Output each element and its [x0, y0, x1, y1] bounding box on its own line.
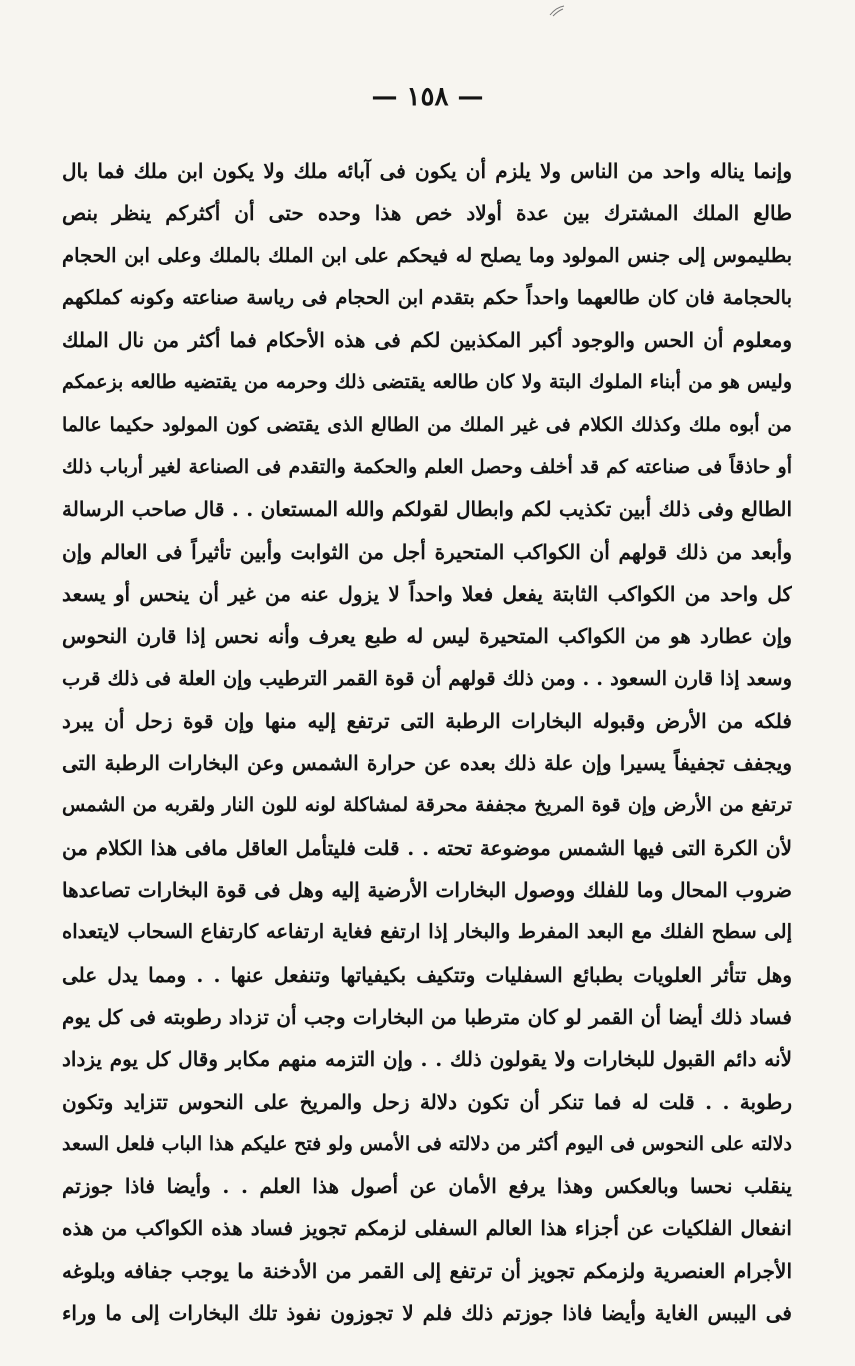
text-line: فى اليبس الغاية وأيضا فاذا جوزتم ذلك فلم لا تجوزون نفوذ تلك البخارات إلى ما وراء — [62, 1301, 792, 1326]
page-number: — ١٥٨ — — [371, 82, 484, 112]
text-line: لأن الكرة التى فيها الشمس موضوعة تحته . . قلت فليتأمل العاقل مافى هذا الكلام من — [62, 835, 792, 860]
text-line: إلى سطح الفلك مع البعد المفرط والبخار إذا ارتفع فغاية ارتفاعه كارتفاع السحاب لايتعداه — [62, 920, 792, 944]
text-line: وإن عطارد هو من الكواكب المتحيرة ليس له طبع يعرف وأنه نحس إذا قارن النحوس — [62, 624, 792, 649]
text-line: وأبعد من ذلك قولهم أن الكواكب المتحيرة أجل من الثوابت وأبين تأثيراً فى العالم وإن — [62, 539, 792, 564]
text-line: فلكه من الأرض وقبوله البخارات الرطبة التى ترتفع إليه منها وإن قوة زحل أن يبرد — [62, 708, 792, 733]
text-line: رطوبة . . قلت له فما تنكر أن تكون دلالة زحل والمريخ على النحوس تتزايد وتكون — [62, 1089, 792, 1114]
text-line: أو حاذقاً فى صناعته كم قد أخلف وحصل العلم والحكمة والتقدم فى الصناعة لغير أرباب ذلك — [62, 456, 792, 479]
text-line: ويجفف تجفيفاً يسيرا وإن علة ذلك بعده عن حرارة الشمس وعن البخارات الرطبة التى — [62, 751, 792, 776]
text-line: فساد ذلك أيضا أن القمر لو كان مترطبا من البخارات وجب أن تزداد رطوبته فى كل يوم — [62, 1004, 792, 1029]
text-line: انفعال الفلكيات عن أجزاء هذا العالم السفلى لزمكم تجويز فساد هذه الكواكب من هذه — [62, 1216, 792, 1241]
text-line: لأنه دائم القبول للبخارات ولا يقولون ذلك . . وإن التزمه منهم مكابر وقال كل يوم يزداد — [62, 1047, 792, 1072]
scribble-mark — [548, 4, 566, 18]
text-line: وهل تتأثر العلويات بطبائع السفليات وتتكيف بكيفياتها وتنفعل عنها . . ومما يدل على — [62, 962, 792, 987]
text-line: وليس هو من أبناء الملوك البتة ولا كان طالعه يقتضى ذلك وحرمه من يقتضيه طالعه بزعمكم — [62, 371, 792, 394]
text-line: بطليموس إلى جنس المولود وما يصلح له فيحكم على ابن الملك بالملك وعلى ابن الحجام — [62, 243, 792, 267]
text-line: من أبوه ملك وكذلك الكلام فى غير الملك من الطالع الذى يقتضى كون المولود حكيما عالما — [62, 413, 792, 436]
text-line: ترتفع من الأرض وإن قوة المريخ مجففة محرقة لمشاكلة لونه للون النار ولقربه من الشمس — [62, 794, 792, 817]
text-line: ينقلب نحسا وبالعكس وهذا يرفع الأمان عن أصول هذا العلم . . وأيضا فاذا جوزتم — [62, 1174, 792, 1199]
text-line: وسعد إذا قارن السعود . . ومن ذلك قولهم أن قوة القمر الترطيب وإن العلة فى ذلك قرب — [62, 666, 792, 690]
text-line: الأجرام العنصرية ولزمكم تجويز أن ترتفع إلى القمر من الأدخنة ما يوجب جفافه وبلوغه — [62, 1258, 792, 1283]
text-line: كل واحد من الكواكب الثابتة يفعل فعلا واحداً لا يزول عنه من غير أن ينحس أو يسعد — [62, 581, 792, 606]
text-line: دلالته على النحوس فى اليوم أكثر من دلالته فى الأمس ولو فتح عليكم هذا الباب فلعل السعد — [62, 1132, 792, 1155]
text-line: وإنما يناله واحد من الناس ولا يلزم أن يكون فى آبائه ملك ولا يكون ابن ملك فما بال — [62, 159, 792, 183]
body-text — [62, 150, 792, 1334]
text-line: الطالع وفى ذلك أبين تكذيب لكم وابطال لقولكم والله المستعان . . قال صاحب الرسالة — [62, 497, 792, 522]
text-line: بالحجامة فان كان طالعهما واحداً حكم بتقدم ابن الحجام فى رياسة صناعته وكونه كملكهم — [62, 285, 792, 309]
text-line: ضروب المحال وما للفلك ووصول البخارات الأرضية إليه وهل فى قوة البخارات تصاعدها — [62, 878, 792, 903]
text-line: طالع الملك المشترك بين عدة أولاد خص هذا وحده حتى أن أكثركم ينظر بنص — [62, 201, 792, 226]
text-line: ومعلوم أن الحس والوجود أكبر المكذبين لكم فى هذه الأحكام فما أكثر من نال الملك — [62, 328, 792, 353]
